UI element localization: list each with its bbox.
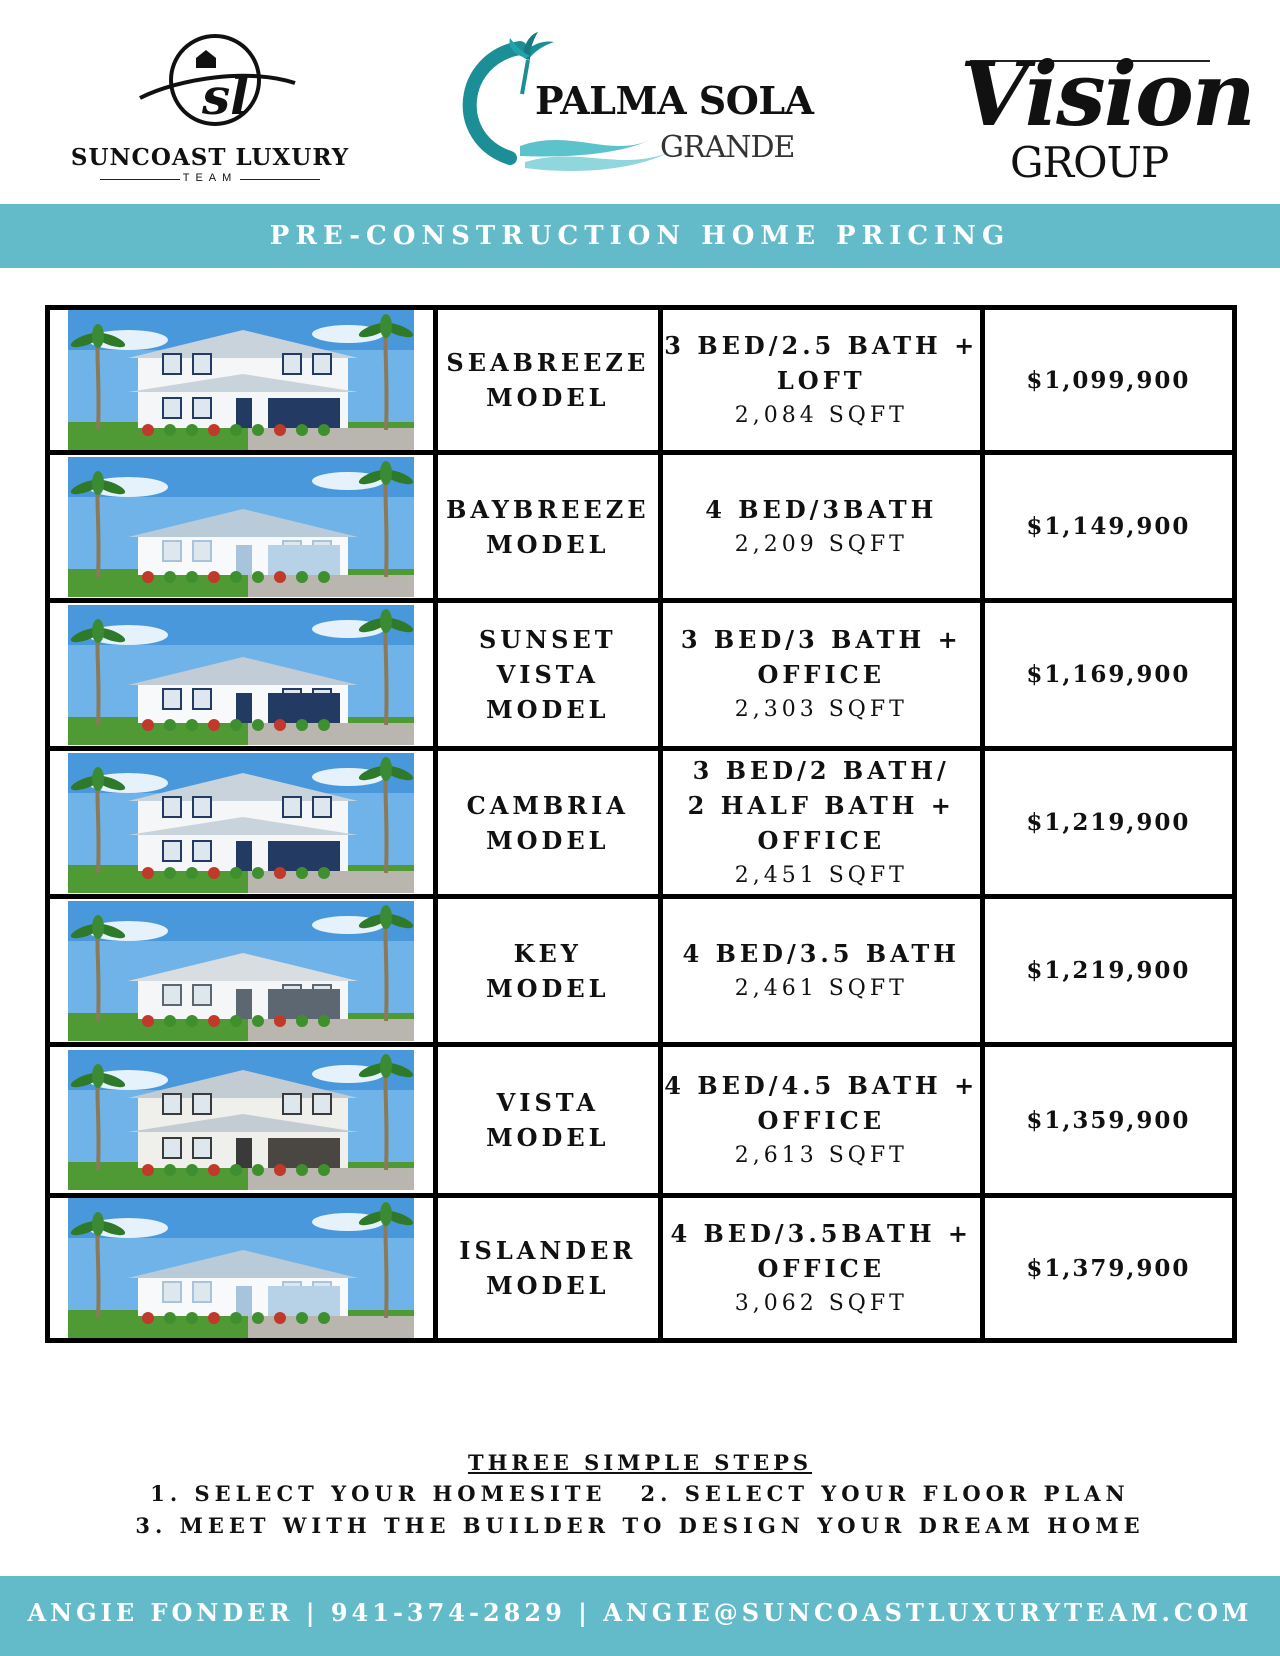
palm-trunk <box>386 477 387 577</box>
sqft: 2,451 SQFT <box>734 862 908 888</box>
shrub <box>142 424 154 436</box>
window <box>193 398 211 418</box>
steps-line-1 <box>0 1478 1280 1510</box>
model-photo <box>68 901 414 1041</box>
window <box>163 841 181 861</box>
sqft: 2,461 SQFT <box>734 975 908 1001</box>
step-3: 3. MEET WITH THE BUILDER TO DESIGN YOUR DREAM HOME <box>135 1513 1145 1538</box>
spec-line: OFFICE <box>757 1253 886 1283</box>
window <box>193 841 211 861</box>
garage-door <box>268 841 340 871</box>
shrub <box>186 424 198 436</box>
model-photo-cell <box>48 308 436 453</box>
sqft: 2,209 SQFT <box>734 531 908 557</box>
shrub <box>230 719 242 731</box>
driveway <box>248 575 414 597</box>
shrub <box>186 1164 198 1176</box>
spec-line: OFFICE <box>757 825 886 855</box>
model-name-line: SUNSET <box>478 625 617 654</box>
model-name-line: MODEL <box>486 383 610 412</box>
palm-trunk <box>98 1080 99 1170</box>
shrub <box>252 1015 264 1027</box>
shrub <box>274 1015 286 1027</box>
model-row <box>48 1045 1235 1196</box>
spec-line: 3 BED/3 BATH + <box>680 625 962 654</box>
shrub <box>164 719 176 731</box>
model-spec-cell <box>660 308 982 453</box>
shrub <box>296 867 308 879</box>
palm-frond <box>92 1212 104 1236</box>
window <box>283 797 301 817</box>
window <box>163 985 181 1005</box>
sqft: 3,062 SQFT <box>734 1290 908 1316</box>
spec-line: LOFT <box>776 365 866 395</box>
front-door <box>236 841 252 871</box>
driveway <box>248 1168 414 1190</box>
steps-section <box>0 1448 1280 1542</box>
palm-trunk <box>386 1070 387 1170</box>
house-photo <box>68 457 414 597</box>
palm-trunk <box>98 1228 99 1318</box>
price: $1,099,900 <box>1026 366 1191 394</box>
palm-trunk <box>386 1218 387 1318</box>
palm-frond <box>380 1202 392 1226</box>
spec-line: 4 BED/4.5 BATH + <box>664 1070 979 1100</box>
window <box>193 354 211 374</box>
price: $1,219,900 <box>1026 809 1191 836</box>
front-door <box>236 1286 252 1316</box>
spec-line: 4 BED/3.5 BATH <box>682 938 960 968</box>
garage-door <box>268 1138 340 1168</box>
shrub <box>208 867 220 879</box>
shrub <box>164 571 176 583</box>
driveway <box>248 723 414 745</box>
window <box>163 797 181 817</box>
shrub <box>208 1312 220 1324</box>
shrub <box>142 867 154 879</box>
window <box>193 1282 211 1302</box>
price: $1,169,900 <box>1026 661 1191 688</box>
shrub <box>274 424 286 436</box>
wave-icon <box>520 140 650 156</box>
model-photo <box>68 753 414 893</box>
price-cell <box>982 453 1234 601</box>
palm-trunk <box>98 931 99 1021</box>
model-spec-cell <box>660 453 982 601</box>
shrub <box>142 1312 154 1324</box>
shrub <box>208 1164 220 1176</box>
palm-trunk <box>98 635 99 725</box>
price: $1,219,900 <box>1026 957 1191 984</box>
vision-group-logo <box>960 42 1254 190</box>
model-photo <box>68 1050 414 1190</box>
shrub <box>252 424 264 436</box>
model-name-line: CAMBRIA <box>466 790 629 820</box>
palm-trunk <box>386 330 387 430</box>
shrub <box>296 1015 308 1027</box>
model-name-line: MODEL <box>486 1271 610 1300</box>
suncoast-tagline: TEAM <box>182 172 238 184</box>
shrub <box>296 719 308 731</box>
step-1: 1. SELECT YOUR HOMESITE <box>150 1481 607 1506</box>
price-cell <box>982 749 1234 897</box>
window <box>313 1094 331 1114</box>
house-photo <box>68 1198 414 1338</box>
shrub <box>274 867 286 879</box>
window <box>193 541 211 561</box>
price: $1,149,900 <box>1026 513 1191 540</box>
shrub <box>208 719 220 731</box>
suncoast-logo <box>60 28 360 188</box>
model-photo <box>68 1198 414 1338</box>
price-cell <box>982 1045 1234 1196</box>
model-photo-cell <box>48 453 436 601</box>
house-photo <box>68 310 414 450</box>
model-spec-cell <box>660 1045 982 1196</box>
palm-trunk <box>98 783 99 873</box>
shrub <box>252 719 264 731</box>
window <box>283 1094 301 1114</box>
shrub <box>252 1164 264 1176</box>
garage-door <box>268 545 340 575</box>
sqft: 2,613 SQFT <box>734 1142 908 1168</box>
model-name-line: KEY <box>513 938 582 968</box>
shrub <box>142 719 154 731</box>
sqft: 2,303 SQFT <box>734 697 908 722</box>
palm-frond <box>92 471 104 495</box>
spec-line: 2 HALF BATH + <box>687 790 955 820</box>
palm-frond <box>380 757 392 781</box>
window <box>193 797 211 817</box>
window <box>163 398 181 418</box>
palm-frond <box>92 915 104 939</box>
model-name-line: ISLANDER <box>459 1236 637 1265</box>
shrub <box>230 571 242 583</box>
window <box>283 354 301 374</box>
shrub <box>318 1164 330 1176</box>
window <box>163 1094 181 1114</box>
shrub <box>230 1312 242 1324</box>
shrub <box>186 1015 198 1027</box>
palm-trunk <box>386 921 387 1021</box>
model-name-cell <box>435 453 660 601</box>
palma-sola-logo <box>450 28 830 178</box>
svg-text:sl: sl <box>202 67 250 126</box>
price-cell <box>982 308 1234 453</box>
palma-name: PALMA SOLA <box>535 78 814 123</box>
model-name-line: MODEL <box>486 1123 610 1152</box>
shrub <box>296 571 308 583</box>
model-photo-cell <box>48 749 436 897</box>
shrub <box>208 1015 220 1027</box>
model-name-line: SEABREEZE <box>446 348 650 377</box>
palm-trunk <box>386 773 387 873</box>
model-row <box>48 601 1235 749</box>
spec-line: 3 BED/2 BATH/ <box>692 755 950 785</box>
step-2: 2. SELECT YOUR FLOOR PLAN <box>640 1481 1130 1506</box>
model-name-line: MODEL <box>486 973 610 1003</box>
shrub <box>230 1015 242 1027</box>
model-name-line: BAYBREEZE <box>446 494 650 524</box>
garage-door <box>268 1286 340 1316</box>
model-row <box>48 1196 1235 1341</box>
window <box>163 689 181 709</box>
window <box>163 541 181 561</box>
window <box>193 1094 211 1114</box>
spec-line: 4 BED/3BATH <box>705 494 938 524</box>
window <box>313 354 331 374</box>
window <box>193 1138 211 1158</box>
shrub <box>274 719 286 731</box>
front-door <box>236 693 252 723</box>
shrub <box>230 867 242 879</box>
house-photo <box>68 901 414 1041</box>
shrub <box>274 1164 286 1176</box>
shrub <box>296 424 308 436</box>
palm-frond <box>92 619 104 643</box>
logo-header <box>0 0 1280 200</box>
shrub <box>186 571 198 583</box>
window <box>193 689 211 709</box>
shrub <box>142 1164 154 1176</box>
price: $1,379,900 <box>1026 1254 1191 1282</box>
shrub <box>318 424 330 436</box>
model-name-cell <box>435 1045 660 1196</box>
price: $1,359,900 <box>1026 1106 1191 1134</box>
shrub <box>252 867 264 879</box>
shrub <box>274 571 286 583</box>
price-cell <box>982 897 1234 1045</box>
contact-footer: ANGIE FONDER | 941-374-2829 | ANGIE@SUNCOASTLUXURYTEAM.COM <box>0 1576 1280 1656</box>
steps-line-2 <box>0 1510 1280 1542</box>
palm-frond <box>92 324 104 348</box>
palm-frond <box>380 609 392 633</box>
model-name-line: MODEL <box>486 695 610 724</box>
palm-trunk <box>98 340 99 430</box>
model-name-cell <box>435 308 660 453</box>
driveway <box>248 871 414 893</box>
shrub <box>230 424 242 436</box>
window <box>163 1282 181 1302</box>
model-photo-cell <box>48 1196 436 1341</box>
shrub <box>318 1312 330 1324</box>
model-spec-cell <box>660 897 982 1045</box>
model-row <box>48 749 1235 897</box>
spec-line: OFFICE <box>757 660 886 689</box>
driveway <box>248 1316 414 1338</box>
model-name-line: MODEL <box>486 825 610 855</box>
model-row <box>48 453 1235 601</box>
palm-frond <box>380 1054 392 1078</box>
model-photo <box>68 310 414 450</box>
model-name-cell <box>435 1196 660 1341</box>
model-photo-cell <box>48 601 436 749</box>
palm-frond <box>92 1064 104 1088</box>
shrub <box>296 1164 308 1176</box>
shrub <box>296 1312 308 1324</box>
model-row <box>48 897 1235 1045</box>
palma-sub: GRANDE <box>660 130 795 165</box>
model-spec-cell <box>660 1196 982 1341</box>
shrub <box>164 867 176 879</box>
vision-word: Vision <box>960 42 1254 146</box>
front-door <box>236 545 252 575</box>
shrub <box>318 867 330 879</box>
shrub <box>318 571 330 583</box>
window <box>313 797 331 817</box>
window <box>193 985 211 1005</box>
palm-frond <box>380 461 392 485</box>
price-cell <box>982 1196 1234 1341</box>
window <box>163 354 181 374</box>
model-spec-cell <box>660 749 982 897</box>
palm-frond <box>380 905 392 929</box>
spec-line: 4 BED/3.5BATH + <box>670 1218 973 1248</box>
shrub <box>186 867 198 879</box>
spec-line: OFFICE <box>757 1105 886 1135</box>
house-photo <box>68 605 414 745</box>
shrub <box>142 1015 154 1027</box>
window <box>163 1138 181 1158</box>
shrub <box>252 571 264 583</box>
driveway <box>248 1019 414 1041</box>
vision-sub: GROUP <box>1010 138 1169 187</box>
model-name-line: VISTA <box>496 660 599 689</box>
steps-title: THREE SIMPLE STEPS <box>467 1450 813 1475</box>
model-name-line: VISTA <box>496 1088 599 1117</box>
front-door <box>236 1138 252 1168</box>
shrub <box>186 719 198 731</box>
spec-line: 3 BED/2.5 BATH + <box>664 330 979 360</box>
shrub <box>142 571 154 583</box>
shrub <box>208 424 220 436</box>
model-name-cell <box>435 601 660 749</box>
shrub <box>252 1312 264 1324</box>
shrub <box>318 719 330 731</box>
shrub <box>164 1164 176 1176</box>
shrub <box>164 424 176 436</box>
house-photo <box>68 753 414 893</box>
model-name-line: MODEL <box>486 529 610 559</box>
driveway <box>248 428 414 450</box>
suncoast-monogram-icon <box>130 28 300 138</box>
shrub <box>274 1312 286 1324</box>
house-icon <box>196 50 216 68</box>
garage-door <box>268 989 340 1019</box>
sqft: 2,084 SQFT <box>734 402 908 428</box>
model-name-cell <box>435 749 660 897</box>
model-photo-cell <box>48 897 436 1045</box>
model-spec-cell <box>660 601 982 749</box>
palm-frond <box>92 767 104 791</box>
model-photo <box>68 457 414 597</box>
house-photo <box>68 1050 414 1190</box>
shrub <box>186 1312 198 1324</box>
garage-door <box>268 693 340 723</box>
shrub <box>164 1312 176 1324</box>
palm-frond <box>380 314 392 338</box>
model-photo <box>68 605 414 745</box>
front-door <box>236 989 252 1019</box>
model-row <box>48 308 1235 453</box>
model-name-cell <box>435 897 660 1045</box>
page-title: PRE-CONSTRUCTION HOME PRICING <box>0 204 1280 268</box>
garage-door <box>268 398 340 428</box>
front-door <box>236 398 252 428</box>
shrub <box>208 571 220 583</box>
shrub <box>318 1015 330 1027</box>
price-cell <box>982 601 1234 749</box>
shrub <box>230 1164 242 1176</box>
palm-trunk <box>386 625 387 725</box>
palm-trunk <box>98 487 99 577</box>
suncoast-name: SUNCOAST LUXURY <box>70 144 350 171</box>
model-photo-cell <box>48 1045 436 1196</box>
pricing-table <box>45 305 1237 1343</box>
shrub <box>164 1015 176 1027</box>
